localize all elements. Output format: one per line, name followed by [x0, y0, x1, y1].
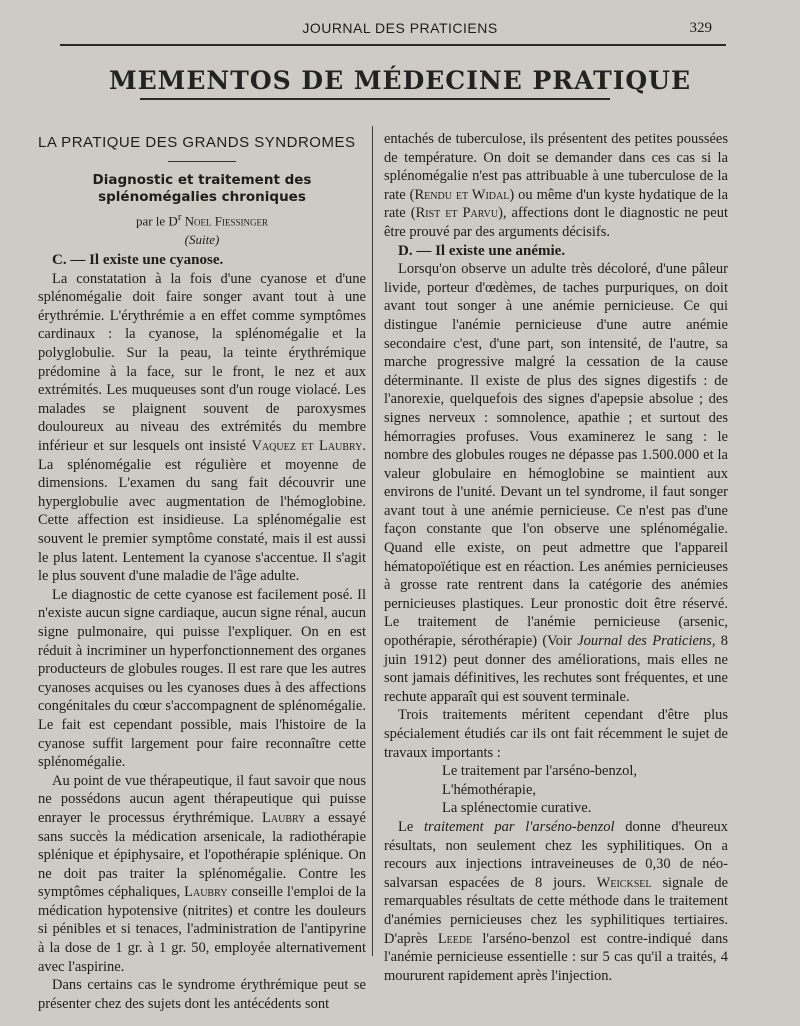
author-ref: Vaquez et Laubry [251, 438, 363, 455]
italic-term: traitement par l'arséno-benzol [424, 818, 615, 835]
byline [38, 208, 366, 231]
article-title: Diagnostic et traitement des splénomégalies chroniques [92, 171, 312, 205]
journal-ref: Journal des Praticiens [577, 633, 712, 650]
header-rule [60, 44, 726, 46]
list-item: La splénectomie curative. [442, 800, 592, 817]
paragraph: Le diagnostic de cette cyanose est facilement posé. Il n'existe aucun signe cardiaque, aucun signe rénal, aucun signe pulmonaire, qui puisse l'expliquer. On en est réduit à incriminer un hyperfonctionnement des organes producteurs de globules rouges. Il est rare que les autres cyanoses acquises ou les cyanoses dues à des affections congénitales du cœur s'accompagnent de splénomégalie. Le fait est cependant possible, mais l'histoire de la cyanose suffit largement pour faire reconnaître cette splénomégalie. [38, 586, 366, 771]
paragraph: Dans certains cas le syndrome érythrémique peut se présenter chez des sujets dont les antécédents sont [38, 977, 366, 1012]
author-ref: Laubry [184, 884, 228, 901]
subhead-d: D. — Il existe une anémie. [398, 242, 566, 259]
byline-prefix: par le D [135, 212, 178, 228]
paragraph: Au point de vue thérapeutique, il faut savoir que nous ne possédons aucun agent thérapeutique qui puisse enrayer le processus érythrémique. Laubry a essayé sans succès la médication arsenicale, la radiothérapie splénique et épiphysaire, et l'opothérapie splénique. On ne doit pas traiter la splénomégalie. Contre les symptômes céphaliques, Laubry conseille l'emploi de la médication hypotensive (nitrites) et contre les douleurs si pénibles et si tenaces, l'administration de l'antipyrine à la dose de 1 gr. à 1 gr. 50, employée alternativement avec l'aspirine. [38, 772, 366, 975]
paragraph: Trois traitements méritent cependant d'être plus spécialement étudiés car ils ont fait récemment le sujet de travaux importants : [384, 707, 728, 761]
column-divider [372, 126, 373, 956]
section-title: MEMENTOS DE MÉDECINE PRATIQUE [108, 66, 692, 95]
rubric-rule [168, 161, 236, 162]
author-ref: Leede [437, 930, 473, 947]
suite-note: (Suite) [184, 231, 220, 247]
paragraph: Lorsqu'on observe un adulte très décoloré, d'une pâleur livide, porteur d'œdèmes, de taches purpuriques, on doit avant tout songer à une anémie pernicieuse. Ce qui distingue l'anémie pernicieuse d'une autre anémie secondaire c'est, d'une part, son intensité, de l'autre, sa marche progressive malgré la cessation de la cause déterminante. Il existe de plus des signes digestifs : de l'anorexie, quelquefois des signes d'apepsie absolue ; des signes nerveux : somnolence, apathie ; et surtout des hémorragies profuses. Vous examinerez le sang : le nombre des globules rouges ne dépasse pas 1.500.000 et la valeur globulaire en hémoglobine se maintient aux environs de l'unité. Devant un tel syndrome, il faut songer avant tout à une anémie pernicieuse. Ce n'est pas d'une façon constante que l'on observe une splénomégalie. Quand elle existe, on peut admettre que l'appareil hématopoïétique est en réaction. Les anémies pernicieuses à grosse rate rentrent dans la catégorie des anémies pernicieuses plastiques. Leur pronostic doit être réservé. Le traitement de l'anémie pernicieuse (arsenic, opothérapie, sérothérapie) (Voir Journal des Praticiens, 8 juin 1912) peut donner des améliorations, mais elles ne sont jamais définitives, les rechutes sont fréquentes, et une rechute apparaît qui est souvent terminale. [384, 261, 728, 705]
list-item: Le traitement par l'arséno-benzol, [442, 763, 638, 780]
left-column [38, 134, 366, 1013]
list-item: L'hémothérapie, [442, 781, 537, 798]
paragraph: entachés de tuberculose, ils présentent des petites poussées de température. On doit se demander dans ces cas si la splénomégalie n'est pas attribuable à une tuberculose de la rate (Rendu et Widal) ou même d'un kyste hydatique de la rate (Rist et Parvu), affections dont le diagnostic ne peut être prouvé par des arguments décisifs. [384, 131, 728, 240]
rubric: LA PRATIQUE DES GRANDS SYNDROMES [38, 134, 356, 151]
author-ref: Rist et Parvu [415, 205, 499, 222]
page-number: 329 [689, 20, 712, 36]
running-title: JOURNAL DES PRATICIENS [302, 20, 498, 36]
author-ref: Laubry [262, 809, 306, 826]
title-rule [140, 98, 610, 100]
paragraph: La constatation à la fois d'une cyanose et d'une splénomégalie doit faire songer avant tout à une érythrémie. L'érythrémie a en effet comme symptômes cardinaux : la cyanose, la splénomégalie et la polyglobulie. Sur la peau, la teinte érythrémique prédomine à la face, sur le front, le nez et aux extrémités. Les muqueuses sont d'un rouge violacé. Les malades se plaignent souvent de paroxysmes douloureux au niveau des extrémités du membre inférieur et sur lesquels ont insisté Vaquez et Laubry. La splénomégalie est régulière et moyenne de dimensions. L'examen du sang fait découvrir une hyperglobulie avec augmentation de l'hémoglobine. Cette affection est insidieuse. La splénomégalie est souvent le premier symptôme constaté, mais il est aussi le plus latent. Lentement la cyanose s'accentue. Il s'agit le plus souvent d'une maladie de l'âge adulte. [38, 270, 366, 585]
subhead-c: C. — Il existe une cyanose. [52, 252, 224, 269]
byline-sup: r [177, 210, 182, 223]
page-header [0, 20, 800, 40]
paragraph: Le traitement par l'arséno-benzol donne d'heureux résultats, non seulement chez les syphilitiques. On a recours aux injections intraveineuses de 0,30 de néo-salvarsan espacées de 8 jours. Weicksel signale de remarquables résultats de cette méthode dans le traitement d'anémies pernicieuses chez les syphilitiques tertiaires. D'après Leede l'arséno-benzol est contre-indiqué dans l'anémie pernicieuse essentielle : sur 5 cas qu'il a traités, 4 moururent rapidement après l'injection. [384, 818, 728, 984]
right-column [384, 130, 728, 985]
author-ref: Rendu et Widal [414, 186, 510, 203]
author-ref: Weicksel [596, 874, 652, 891]
author-name: Noel Fiessinger [184, 212, 269, 228]
